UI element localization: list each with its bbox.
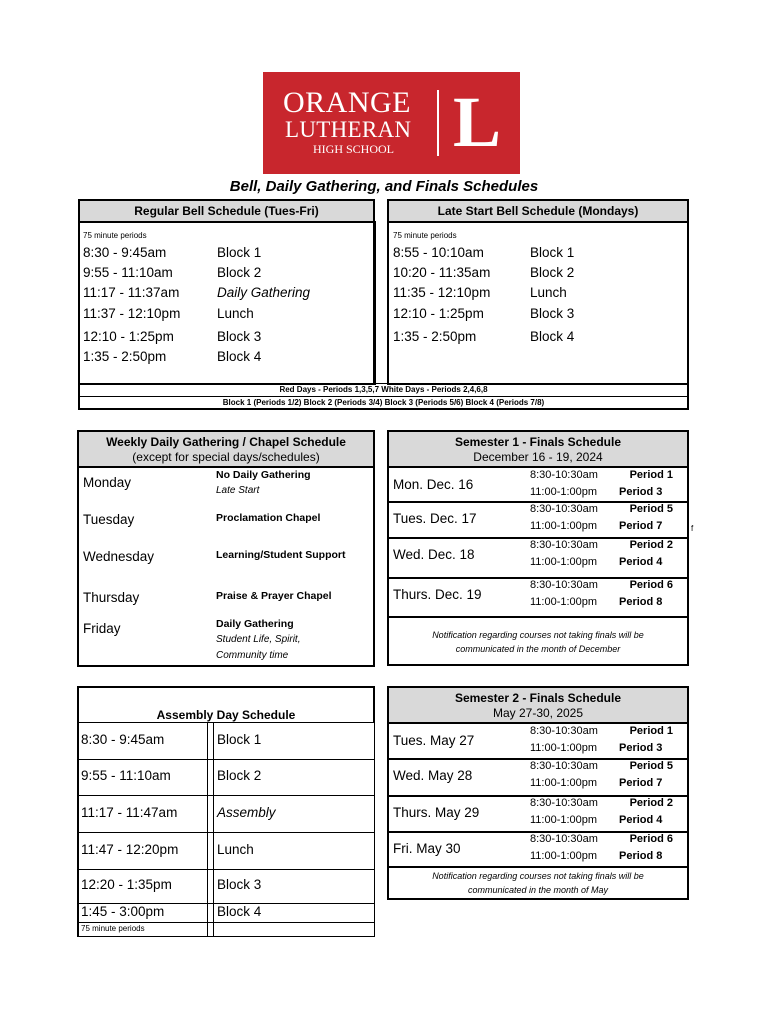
weekly-day: Wednesday [83, 549, 155, 564]
late-time: 12:10 - 1:25pm [393, 306, 484, 321]
weekly-day: Thursday [83, 590, 140, 605]
assembly-block: Lunch [217, 842, 254, 857]
regular-header: Regular Bell Schedule (Tues-Fri) [80, 201, 373, 223]
sem1-note-line1: Notification regarding courses not taking finals will be [432, 630, 644, 640]
late-header: Late Start Bell Schedule (Mondays) [389, 201, 687, 223]
sem1-row-divider [389, 577, 687, 579]
sem2-dates: May 27-30, 2025 [492, 706, 584, 720]
assembly-time: 8:30 - 9:45am [81, 732, 165, 747]
sem2-period2: Period 3 [619, 742, 663, 754]
assembly-time: 11:47 - 12:20pm [81, 842, 179, 857]
assembly-time: 9:55 - 11:10am [81, 768, 171, 783]
sem1-header: Semester 1 - Finals Schedule [454, 435, 622, 449]
school-logo [263, 72, 520, 174]
assembly-block: Block 4 [217, 904, 262, 919]
sem2-day: Tues. May 27 [393, 733, 475, 748]
sem2-day: Thurs. May 29 [393, 805, 480, 820]
weekly-day: Tuesday [83, 512, 135, 527]
sem1-day: Wed. Dec. 18 [393, 547, 475, 562]
late-block: Block 2 [530, 265, 575, 280]
assembly-row-divider [79, 832, 374, 833]
regular-time: 11:17 - 11:37am [83, 285, 180, 300]
sem2-period1: Period 2 [629, 797, 673, 809]
regular-block: Block 3 [217, 329, 262, 344]
regular-block: Block 2 [217, 265, 262, 280]
sem1-period2: Period 3 [619, 486, 663, 498]
assembly-block: Block 1 [217, 732, 262, 747]
days-footer [78, 383, 689, 410]
sem1-period2: Period 4 [619, 556, 663, 568]
sem1-day: Thurs. Dec. 19 [393, 587, 482, 602]
red-white-days: Red Days - Periods 1,3,5,7 White Days - Periods 2,4,6,8 [279, 385, 488, 394]
sem1-period1: Period 2 [629, 539, 673, 551]
late-start-schedule [387, 199, 689, 385]
stray-mark: f [691, 524, 694, 533]
weekly-day: Monday [83, 475, 132, 490]
assembly-block: Assembly [217, 805, 276, 820]
assembly-col-line2 [213, 723, 214, 936]
regular-time: 1:35 - 2:50pm [83, 349, 167, 364]
regular-block: Block 4 [217, 349, 262, 364]
late-time: 10:20 - 11:35am [393, 265, 491, 280]
assembly-block: Block 3 [217, 877, 262, 892]
assembly-row-divider [79, 795, 374, 796]
sem1-period2: Period 7 [619, 520, 663, 532]
assembly-time: 11:17 - 11:47am [81, 805, 178, 820]
late-block: Block 4 [530, 329, 575, 344]
logo-lutheran-text: LUTHERAN [285, 117, 412, 142]
weekly-event-sub: Late Start [216, 485, 260, 496]
sem1-time1: 8:30-10:30am [530, 539, 598, 551]
assembly-note: 75 minute periods [81, 924, 145, 933]
regular-block: Daily Gathering [217, 285, 311, 300]
sem2-time2: 11:00-1:00pm [530, 742, 598, 754]
late-time: 11:35 - 12:10pm [393, 285, 491, 300]
sem1-time1: 8:30-10:30am [530, 503, 598, 515]
regular-time: 8:30 - 9:45am [83, 245, 167, 260]
sem2-period2: Period 4 [619, 814, 663, 826]
block-periods: Block 1 (Periods 1/2) Block 2 (Periods 3/4) Block 3 (Periods 5/6) Block 4 (Periods 7/8) [222, 398, 545, 407]
sem2-time2: 11:00-1:00pm [530, 777, 598, 789]
sem1-time2: 11:00-1:00pm [530, 556, 598, 568]
sem1-period1: Period 6 [629, 579, 673, 591]
sem2-time1: 8:30-10:30am [530, 797, 598, 809]
assembly-table [77, 722, 375, 937]
sem2-row-divider [389, 795, 687, 797]
sem1-row-divider [389, 537, 687, 539]
sem2-time2: 11:00-1:00pm [530, 814, 598, 826]
sem2-period1: Period 5 [629, 760, 673, 772]
assembly-note-divider [79, 922, 374, 923]
sem2-period2: Period 8 [619, 850, 663, 862]
late-block: Lunch [530, 285, 567, 300]
weekly-event: No Daily Gathering [216, 469, 311, 481]
sem2-time1: 8:30-10:30am [530, 833, 598, 845]
sem1-dates: December 16 - 19, 2024 [473, 450, 603, 464]
assembly-time: 1:45 - 3:00pm [81, 904, 165, 919]
weekly-event: Learning/Student Support [216, 549, 346, 561]
sem1-time1: 8:30-10:30am [530, 469, 598, 481]
weekly-subheader: (except for special days/schedules) [132, 450, 320, 464]
late-time: 8:55 - 10:10am [393, 245, 484, 260]
weekly-event-sub2: Community time [216, 650, 289, 661]
sem1-day: Mon. Dec. 16 [393, 477, 474, 492]
regular-time: 12:10 - 1:25pm [83, 329, 174, 344]
weekly-header: Weekly Daily Gathering / Chapel Schedule [106, 435, 346, 449]
weekly-gathering-schedule [77, 430, 375, 667]
sem1-time2: 11:00-1:00pm [530, 596, 598, 608]
sem2-time2: 11:00-1:00pm [530, 850, 598, 862]
sem1-note-divider [389, 616, 687, 618]
sem1-period1: Period 5 [629, 503, 673, 515]
weekly-event: Proclamation Chapel [216, 512, 321, 524]
sem2-day: Fri. May 30 [393, 841, 461, 856]
regular-bell-schedule [78, 199, 375, 385]
sem1-note-line2: communicated in the month of December [455, 644, 621, 654]
regular-time: 11:37 - 12:10pm [83, 306, 181, 321]
late-time: 1:35 - 2:50pm [393, 329, 477, 344]
sem2-period1: Period 6 [629, 833, 673, 845]
sem2-header: Semester 2 - Finals Schedule [454, 691, 622, 705]
assembly-row-divider [79, 903, 374, 904]
weekly-day: Friday [83, 621, 121, 636]
weekly-event: Praise & Prayer Chapel [216, 590, 332, 602]
late-block: Block 1 [530, 245, 575, 260]
late-note: 75 minute periods [393, 231, 457, 240]
weekly-event-sub: Student Life, Spirit, [216, 634, 301, 645]
assembly-row-divider [79, 759, 374, 760]
regular-right-edge [375, 221, 376, 385]
late-block: Block 3 [530, 306, 575, 321]
sem1-period1: Period 1 [629, 469, 673, 481]
logo-letter: L [453, 82, 502, 162]
sem2-row-divider [389, 758, 687, 760]
regular-note: 75 minute periods [83, 231, 147, 240]
semester2-finals [387, 686, 689, 900]
sem2-note-divider [389, 866, 687, 868]
sem1-time1: 8:30-10:30am [530, 579, 598, 591]
sem1-row-divider [389, 501, 687, 503]
regular-block: Lunch [217, 306, 254, 321]
logo-high-school-text: HIGH SCHOOL [313, 142, 394, 156]
assembly-time: 12:20 - 1:35pm [81, 877, 172, 892]
sem2-period2: Period 7 [619, 777, 663, 789]
page-title: Bell, Daily Gathering, and Finals Schedules [229, 178, 539, 195]
sem2-time1: 8:30-10:30am [530, 725, 598, 737]
sem1-time2: 11:00-1:00pm [530, 486, 598, 498]
regular-time: 9:55 - 11:10am [83, 265, 173, 280]
sem2-note-line2: communicated in the month of May [467, 885, 609, 895]
regular-block: Block 1 [217, 245, 262, 260]
logo-orange-text: ORANGE [283, 86, 411, 119]
sem1-period2: Period 8 [619, 596, 663, 608]
assembly-header: Assembly Day Schedule [156, 708, 296, 722]
assembly-header-box [77, 686, 375, 723]
assembly-block: Block 2 [217, 768, 262, 783]
sem2-note-line1: Notification regarding courses not taking finals will be [432, 871, 644, 881]
sem2-time1: 8:30-10:30am [530, 760, 598, 772]
sem2-day: Wed. May 28 [393, 768, 473, 783]
assembly-col-line1 [207, 723, 208, 936]
sem2-row-divider [389, 831, 687, 833]
sem1-time2: 11:00-1:00pm [530, 520, 598, 532]
assembly-row-divider [79, 869, 374, 870]
sem2-period1: Period 1 [629, 725, 673, 737]
weekly-event: Daily Gathering [216, 618, 294, 630]
sem1-day: Tues. Dec. 17 [393, 511, 477, 526]
semester1-finals [387, 430, 689, 666]
logo-divider [437, 90, 439, 156]
